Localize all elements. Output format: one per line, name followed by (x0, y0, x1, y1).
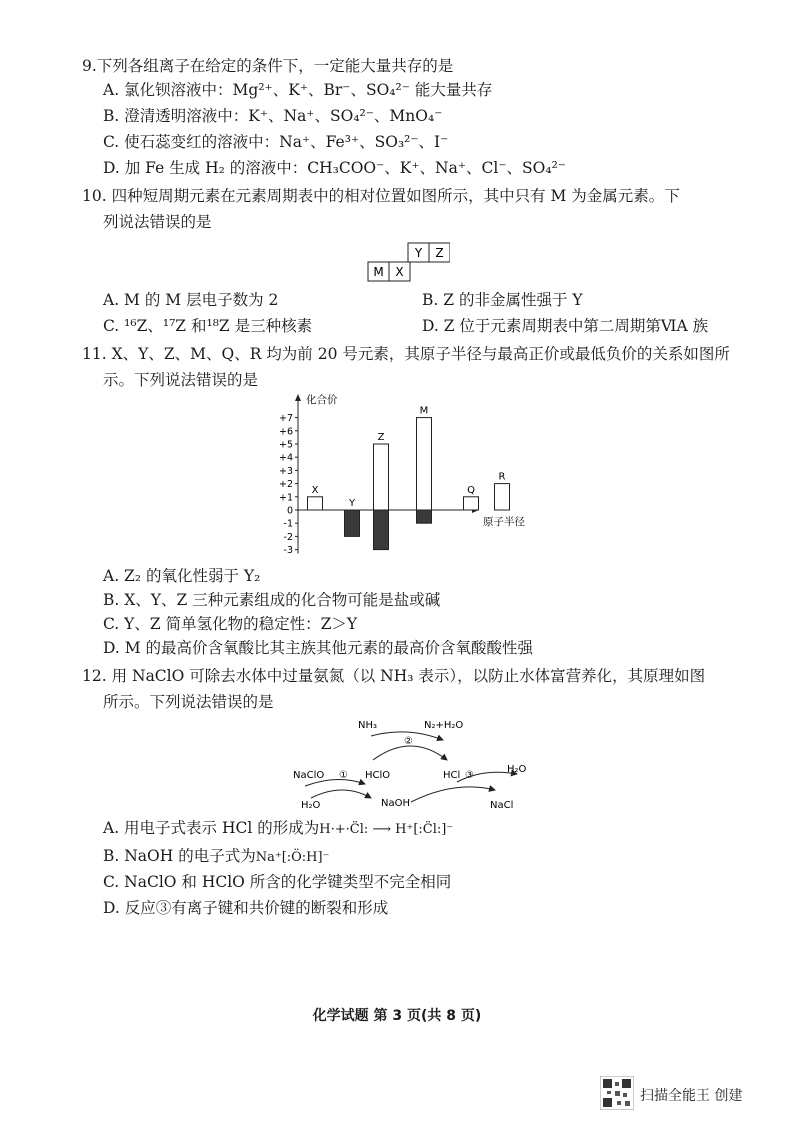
label-hclo: HClO (365, 770, 391, 781)
q9-option-c: C. 使石蕊变红的溶液中：Na⁺、Fe³⁺、SO₃²⁻、I⁻ (103, 133, 449, 151)
reaction-cycle-diagram (285, 712, 545, 814)
q11-option-c: C. Y、Z 简单氢化物的稳定性：Z＞Y (103, 615, 358, 633)
y-tick-label: +2 (278, 479, 293, 491)
q10-stem-line2: 列说法错误的是 (103, 213, 212, 231)
q12-option-c: C. NaClO 和 HClO 所含的化学键类型不完全相同 (103, 873, 452, 891)
y-tick-label: +7 (278, 413, 293, 425)
q12-option-b (103, 846, 329, 868)
bar-z-positive (374, 444, 389, 510)
bar-r-positive (495, 484, 510, 510)
stamp-text: 扫描全能王 创建 (640, 1088, 743, 1104)
bar-label-y: Y (348, 498, 356, 509)
naoh-electron-formula: Na⁺[:Ö:H]⁻ (255, 850, 330, 865)
label-nacl: NaCl (490, 800, 514, 811)
q12-stem-line1: 12. 用 NaClO 可除去水体中过量氨氮（以 NH₃ 表示），以防止水体富营养化，其原理如图 (82, 667, 706, 685)
q9-option-a: A. 氯化钡溶液中：Mg²⁺、K⁺、Br⁻、SO₄²⁻ 能大量共存 (103, 81, 493, 99)
q10-stem-line1: 10. 四种短周期元素在元素周期表中的相对位置如图所示，其中只有 M 为金属元素。下 (82, 187, 680, 205)
y-tick-label: +4 (278, 452, 293, 464)
q11-option-a: A. Z₂ 的氧化性弱于 Y₂ (103, 567, 261, 585)
bar-label-m: M (419, 405, 429, 417)
q9-option-d: D. 加 Fe 生成 H₂ 的溶液中：CH₃COO⁻、K⁺、Na⁺、Cl⁻、SO₄²⁻ (103, 159, 566, 177)
q10-option-a: A. M 的 M 层电子数为 2 (103, 291, 279, 309)
bar-label-q: Q (467, 484, 475, 496)
y-tick-label: +3 (278, 465, 293, 477)
y-tick-label: 0 (286, 505, 293, 517)
bar-z-negative (374, 510, 389, 550)
cell-z: Z (435, 246, 444, 260)
y-tick-label: -2 (283, 531, 293, 543)
cell-y: Y (414, 246, 423, 260)
label-h2o-in: H₂O (301, 800, 321, 811)
label-h2o-out: H₂O (507, 764, 527, 775)
bar-q-positive (464, 497, 479, 510)
q12-option-b-text: B. NaOH 的电子式为 (103, 847, 256, 865)
bar-label-x: X (311, 484, 319, 496)
q9-stem: 9.下列各组离子在给定的条件下，一定能大量共存的是 (82, 57, 454, 75)
q11-option-b: B. X、Y、Z 三种元素组成的化合物可能是盐或碱 (103, 591, 441, 609)
q11-stem-line1: 11. X、Y、Z、M、Q、R 均为前 20 号元素，其原子半径与最高正价或最低负价的关系如图所 (82, 345, 730, 363)
q12-option-a (103, 818, 453, 840)
scanner-watermark (600, 1074, 758, 1114)
q11-option-d: D. M 的最高价含氧酸比其主族其他元素的最高价含氧酸酸性强 (103, 639, 534, 657)
label-naclo: NaClO (293, 770, 325, 781)
valence-radius-chart (268, 392, 568, 560)
y-tick-label: -1 (283, 518, 293, 530)
y-tick-label: +6 (278, 426, 293, 438)
y-tick-label: -3 (283, 545, 293, 557)
bar-x-positive (308, 497, 323, 510)
bar-m-positive (417, 418, 432, 510)
q12-stem-line2: 所示。下列说法错误的是 (103, 693, 274, 711)
label-hcl: HCl (443, 770, 461, 781)
label-step-2: ② (404, 736, 413, 747)
bar-label-z: Z (377, 432, 385, 443)
bar-y-negative (345, 510, 360, 536)
label-nh3: NH₃ (358, 720, 378, 731)
x-axis-title: 原子半径 (483, 516, 525, 528)
label-naoh: NaOH (381, 798, 410, 809)
hcl-formation-formula: H·+·C̈l: ⟶ H⁺[:C̈l:]⁻ (319, 822, 454, 837)
y-tick-label: +1 (278, 492, 293, 504)
label-n2-h2o: N₂+H₂O (424, 720, 464, 731)
page-footer: 化学试题 第 3 页(共 8 页) (312, 1008, 482, 1024)
label-step-1: ① (339, 770, 348, 781)
y-axis-title: 化合价 (306, 394, 338, 406)
periodic-table-fragment (360, 240, 450, 286)
q12-option-a-text: A. 用电子式表示 HCl 的形成为 (103, 819, 320, 837)
bar-m-negative (417, 510, 432, 523)
q9-option-b: B. 澄清透明溶液中：K⁺、Na⁺、SO₄²⁻、MnO₄⁻ (103, 107, 443, 125)
label-step-3: ③ (465, 770, 474, 781)
q12-option-d: D. 反应③有离子键和共价键的断裂和形成 (103, 899, 389, 917)
y-tick-label: +5 (278, 439, 293, 451)
bar-label-r: R (498, 471, 506, 483)
q11-stem-line2: 示。下列说法错误的是 (103, 371, 259, 389)
q10-option-d: D. Z 位于元素周期表中第二周期第ⅥA 族 (422, 317, 709, 335)
qr-code-icon (600, 1076, 634, 1110)
y-axis-arrow (295, 394, 301, 401)
cell-m: M (373, 265, 384, 279)
q10-option-c: C. ¹⁶Z、¹⁷Z 和¹⁸Z 是三种核素 (103, 317, 313, 335)
q10-option-b: B. Z 的非金属性强于 Y (422, 291, 583, 309)
cell-x: X (395, 265, 404, 279)
